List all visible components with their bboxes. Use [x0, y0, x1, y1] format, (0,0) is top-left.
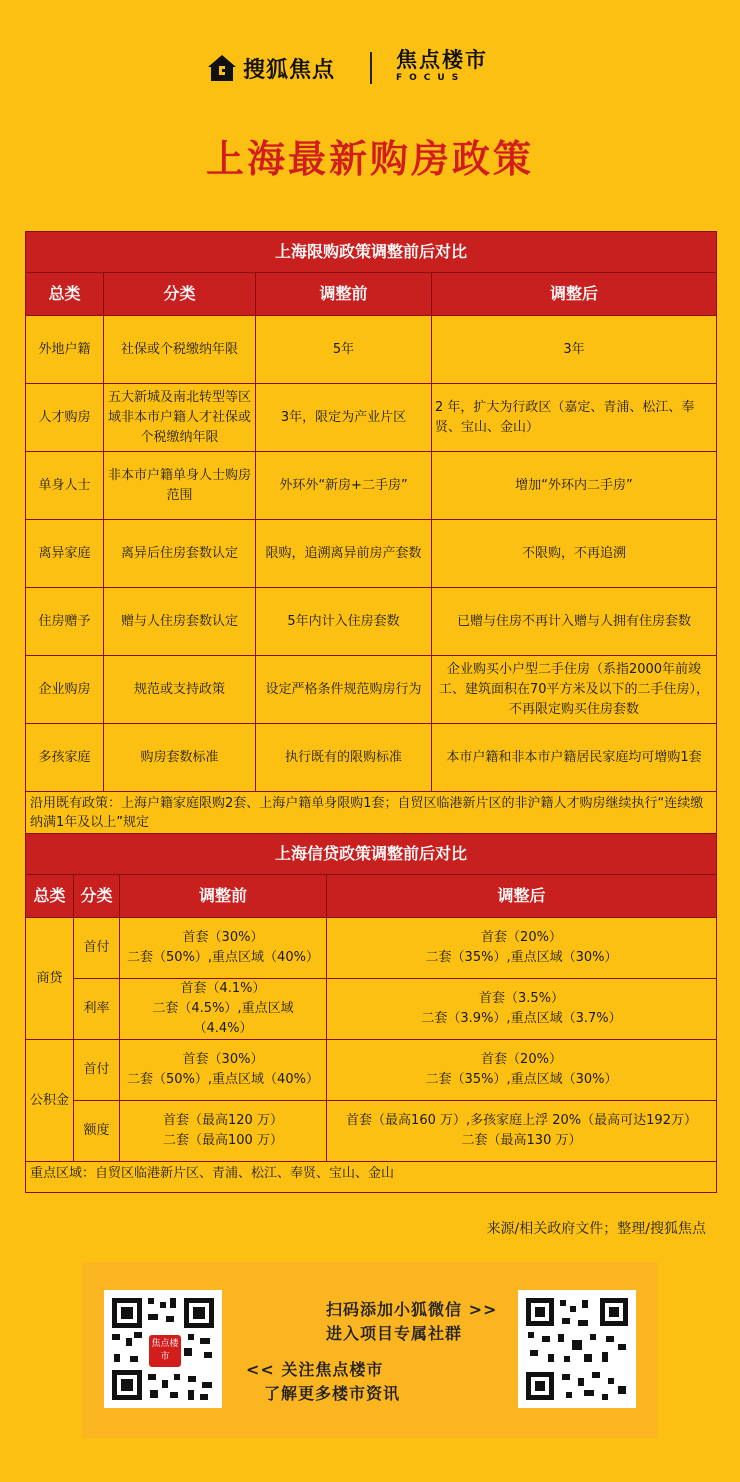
page-title: 上海最新购房政策	[205, 137, 534, 181]
table-cell: 赠与人住房套数认定	[104, 588, 256, 656]
qr-badge: 焦点楼市	[147, 1333, 183, 1369]
table-cell: 不限购，不再追溯	[432, 520, 717, 588]
table2-header-after: 调整后	[327, 875, 717, 918]
table-row	[26, 724, 717, 792]
qr-pattern-icon	[518, 1290, 636, 1408]
divider	[370, 52, 372, 84]
brand-right-en: FOCUS	[396, 73, 466, 83]
table-cell: 首套（30%） 二套（50%）,重点区域（40%）	[120, 918, 327, 979]
table1-header-before: 调整前	[256, 273, 432, 316]
table-cell: 外环外“新房+二手房”	[256, 452, 432, 520]
table1-note: 沿用既有政策：上海户籍家庭限购2套、上海户籍单身限购1套；自贸区临港新片区的非沪籍人才购房继续执行“连续缴纳满1年及以上”规定	[26, 792, 717, 835]
table2-title: 上海信贷政策调整前后对比	[26, 834, 717, 875]
table-cell: 设定严格条件规范购房行为	[256, 656, 432, 724]
table-cell: 首套（20%） 二套（35%）,重点区域（30%）	[327, 918, 717, 979]
table-cell: 本市户籍和非本市户籍居民家庭均可增购1套	[432, 724, 717, 792]
table-cell: 五大新城及南北转型等区域非本市户籍人才社保或个税缴纳年限	[104, 384, 256, 452]
focus-property-logo[interactable]	[396, 48, 488, 84]
table-cell: 3年，限定为产业片区	[256, 384, 432, 452]
table-cell: 公积金	[26, 1040, 74, 1162]
promo-text-wechat: 扫码添加小狐微信 >> 进入项目专属社群	[326, 1300, 498, 1343]
table-row	[26, 452, 717, 520]
table-row	[26, 588, 717, 656]
table-cell: 多孩家庭	[26, 724, 104, 792]
brand-right-cn: 焦点楼市	[396, 48, 488, 72]
table-cell: 非本市户籍单身人士购房范围	[104, 452, 256, 520]
qr-code-left[interactable]	[104, 1290, 222, 1408]
house-logo-icon	[207, 54, 237, 82]
table-cell: 执行既有的限购标准	[256, 724, 432, 792]
credit-policy-table	[25, 833, 717, 1193]
table-cell: 离异后住房套数认定	[104, 520, 256, 588]
table-cell: 增加“外环内二手房”	[432, 452, 717, 520]
brand-left-text: 搜狐焦点	[243, 57, 336, 83]
table-cell: 外地户籍	[26, 316, 104, 384]
table-cell: 企业购买小户型二手住房（系指2000年前竣工、建筑面积在70平方米及以下的二手住房），不再限定购买住房套数	[432, 656, 717, 724]
table-cell: 首套（最高160 万）,多孩家庭上浮 20%（最高可达192万） 二套（最高130 万）	[327, 1101, 717, 1162]
table-cell: 2 年，扩大为行政区（嘉定、青浦、松江、奉贤、宝山、金山）	[432, 384, 717, 452]
table-cell: 首付	[74, 1040, 120, 1101]
table-cell: 购房套数标准	[104, 724, 256, 792]
table-row	[26, 979, 717, 1040]
table-row	[26, 918, 717, 979]
source-credit: 来源/相关政府文件；整理/搜狐焦点	[486, 1221, 706, 1237]
table-row	[26, 656, 717, 724]
sohu-focus-logo[interactable]	[207, 46, 335, 90]
table1-header-after: 调整后	[432, 273, 717, 316]
table2-header-category: 总类	[26, 875, 74, 918]
table-cell: 离异家庭	[26, 520, 104, 588]
table-row	[26, 1040, 717, 1101]
table-cell: 5年内计入住房套数	[256, 588, 432, 656]
qr-code-right[interactable]	[518, 1290, 636, 1408]
purchase-policy-table	[25, 231, 717, 835]
table-cell: 额度	[74, 1101, 120, 1162]
table-row	[26, 316, 717, 384]
table-cell: 首套（3.5%） 二套（3.9%）,重点区域（3.7%）	[327, 979, 717, 1040]
table-row	[26, 520, 717, 588]
table1-title: 上海限购政策调整前后对比	[26, 232, 717, 273]
table-cell: 住房赠予	[26, 588, 104, 656]
table-cell: 企业购房	[26, 656, 104, 724]
header	[0, 46, 740, 90]
table-cell: 首套（最高120 万） 二套（最高100 万）	[120, 1101, 327, 1162]
table-cell: 5年	[256, 316, 432, 384]
table-cell: 社保或个税缴纳年限	[104, 316, 256, 384]
table1-header-category: 总类	[26, 273, 104, 316]
table-cell: 单身人士	[26, 452, 104, 520]
table-row	[26, 1101, 717, 1162]
table-row	[26, 384, 717, 452]
table-cell: 商贷	[26, 918, 74, 1040]
table-cell: 3年	[432, 316, 717, 384]
table-cell: 首付	[74, 918, 120, 979]
promo-text-follow: << 关注焦点楼市 了解更多楼市资讯	[246, 1360, 401, 1403]
table2-header-subcategory: 分类	[74, 875, 120, 918]
table1-header-subcategory: 分类	[104, 273, 256, 316]
table-cell: 首套（30%） 二套（50%）,重点区域（40%）	[120, 1040, 327, 1101]
table-cell: 限购，追溯离异前房产套数	[256, 520, 432, 588]
table-cell: 人才购房	[26, 384, 104, 452]
table2-note: 重点区域：自贸区临港新片区、青浦、松江、奉贤、宝山、金山	[26, 1162, 717, 1193]
table-cell: 首套（4.1%） 二套（4.5%）,重点区域 （4.4%）	[120, 979, 327, 1040]
promo-banner	[82, 1262, 658, 1438]
table2-header-before: 调整前	[120, 875, 327, 918]
table-cell: 利率	[74, 979, 120, 1040]
table-cell: 已赠与住房不再计入赠与人拥有住房套数	[432, 588, 717, 656]
table-cell: 规范或支持政策	[104, 656, 256, 724]
table-cell: 首套（20%） 二套（35%）,重点区域（30%）	[327, 1040, 717, 1101]
